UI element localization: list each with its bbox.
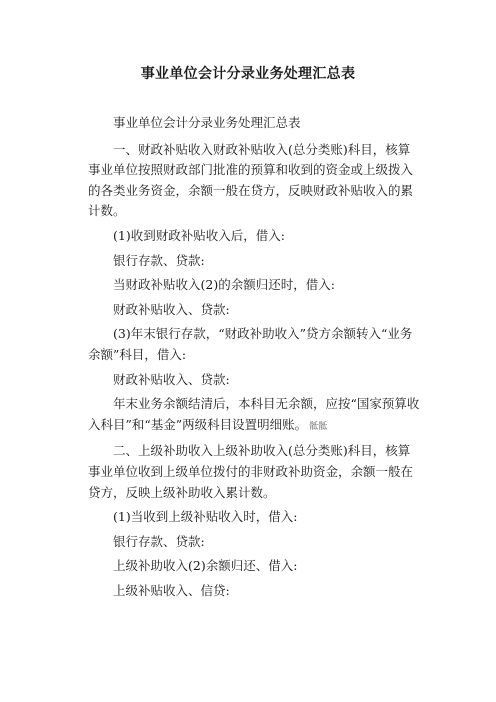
paragraph-entry: 银行存款、贷款: bbox=[113, 533, 205, 549]
paragraph-subtitle: 事业单位会计分录业务处理汇总表 bbox=[113, 115, 301, 130]
paragraph-section-2: 二、上级补助收入上级补助收入(总分类账)科目，核算事业单位收到上级单位拨付的非财政补助资金，余额一般在贷方，反映上级补助收入累计数。 bbox=[88, 443, 414, 500]
paragraph-step: (3)年末银行存款，“财政补助收入”贷方余额转入“业务余额”科目，借入: bbox=[88, 326, 413, 362]
paragraph-note-text: 年末业务余额结清后，本科目无余额，应按“国家预算收入科目”和“基金”两级科目设置明细账。 bbox=[88, 396, 420, 432]
document-body bbox=[88, 113, 422, 605]
inline-note-mark: 骶骶 bbox=[309, 421, 328, 432]
paragraph-step: 当财政补贴收入(2)的余额归还时，借入: bbox=[113, 277, 335, 293]
paragraph-step: (1)当收到上级补贴收入时，借入: bbox=[113, 509, 298, 525]
document-title: 事业单位会计分录业务处理汇总表 bbox=[140, 66, 356, 82]
paragraph-entry: 上级补贴收入、信贷: bbox=[113, 582, 230, 598]
paragraph-entry: 财政补贴收入、贷款: bbox=[113, 301, 230, 317]
paragraph-step: (1)收到财政补贴收入后，借入: bbox=[113, 227, 285, 243]
paragraph-section-1: 一、财政补贴收入财政补贴收入(总分类账)科目，核算事业单位按照财政部门批准的预算和收到的资金或上级拨入的各类业务资金，余额一般在贷方，反映财政补贴收入的累计数。 bbox=[88, 141, 414, 219]
paragraph-entry: 银行存款、贷款: bbox=[113, 252, 205, 268]
paragraph-entry: 财政补贴收入、贷款: bbox=[113, 371, 230, 387]
paragraph-step: 上级补助收入(2)余额归还、借入: bbox=[113, 558, 298, 574]
paragraph-note bbox=[88, 394, 422, 437]
